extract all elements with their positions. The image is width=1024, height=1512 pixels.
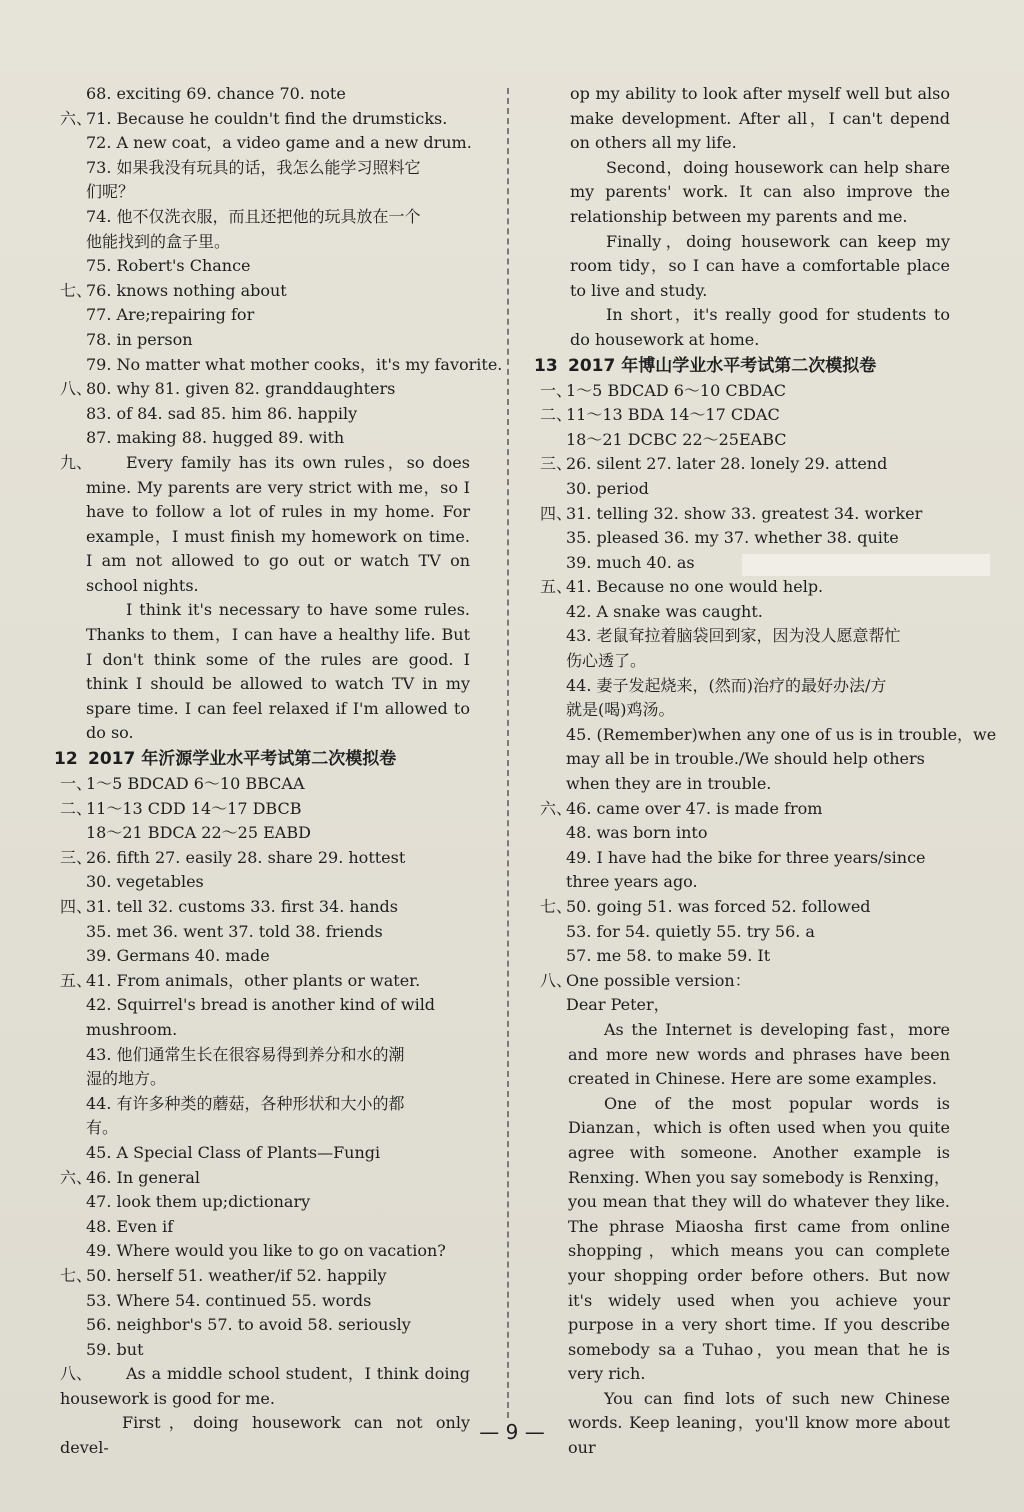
answer-line: [540, 723, 997, 748]
answer-text: 41. Because no one would help.: [566, 577, 824, 597]
answer-line: [60, 1264, 470, 1289]
answer-line: [60, 821, 470, 846]
answer-line: [60, 1043, 470, 1068]
column-divider: [507, 88, 509, 1418]
answer-text: 48. Even if: [86, 1216, 174, 1236]
answer-line: [540, 846, 950, 871]
answer-text: 87. making 88. hugged 89. with: [86, 428, 345, 448]
essay-nine-paragraph-1: Every family has its own rules，so does mine. My parents are very strict with me，so I have to follow a lot of rules in my home. For example，I must finish my homework on time. I am not allowed to go out or watch TV on school nights.: [86, 452, 470, 595]
answer-line: [60, 254, 470, 279]
essay-nine-body: [60, 451, 470, 746]
answer-line: [60, 846, 470, 871]
answer-text: 56. neighbor's 57. to avoid 58. seriously: [86, 1315, 411, 1335]
answer-text: 49. Where would you like to go on vacation?: [86, 1241, 446, 1261]
handwriting-mark: [742, 554, 990, 576]
answer-text: 45. A Special Class of Plants—Fungi: [86, 1142, 381, 1162]
answer-text: three years ago.: [566, 872, 698, 892]
answer-line: [60, 1239, 470, 1264]
answer-line: [60, 1067, 470, 1092]
answer-text: 49. I have had the bike for three years/since: [566, 847, 926, 867]
answer-text: mushroom.: [86, 1019, 178, 1039]
answer-text: 44. 有许多种类的蘑菇，各种形状和大小的都: [86, 1093, 405, 1113]
essay-eight-paragraph-1: As a middle school student，I think doing housework is good for me.: [60, 1364, 470, 1408]
answer-line: [60, 1018, 470, 1043]
answer-line: [60, 1092, 470, 1117]
answer-text: 43. 老鼠耷拉着脑袋回到家，因为没人愿意帮忙: [566, 626, 901, 646]
answer-line: [60, 1289, 470, 1314]
essay-cont-paragraph-4: In short，it's really good for students to do housework at home.: [570, 305, 950, 349]
answer-line: [60, 1166, 470, 1191]
answer-text: 57. me 58. to make 59. It: [566, 946, 771, 966]
answer-line: [60, 870, 470, 895]
answer-section-label: 六、: [540, 798, 573, 818]
answer-text: 39. much 40. as: [566, 552, 695, 572]
section-13-title: 2017 年博山学业水平考试第二次模拟卷: [568, 355, 877, 376]
answer-text: 77. Are;repairing for: [86, 305, 255, 325]
letter-paragraph-3: You can find lots of such new Chinese words. Keep leaning，you'll know more about our: [568, 1388, 950, 1458]
answer-text: 48. was born into: [566, 823, 708, 843]
answer-text: 53. Where 54. continued 55. words: [86, 1290, 372, 1310]
answer-line: [540, 526, 950, 551]
answer-section-label: 一、: [60, 774, 93, 794]
answer-line: [540, 895, 950, 920]
answer-text: 53. for 54. quietly 55. try 56. a: [566, 921, 815, 941]
essay-nine-paragraph-2: I think it's necessary to have some rules. Thanks to them，I can have a healthy life. But I don't think some of the rules are good. I think I should be allowed to watch TV in my spare time. I can feel relaxed if I'm allowed to do so.: [86, 600, 470, 743]
answer-line: [60, 969, 470, 994]
answer-section-label: 二、: [60, 798, 93, 818]
section-13-number: 13: [534, 355, 558, 376]
answer-section-label: 七、: [540, 897, 573, 916]
answer-text: 42. A snake was caught.: [566, 601, 763, 621]
answer-section-label: 六、: [60, 108, 93, 128]
answer-text: 18～21 DCBC 22～25EABC: [566, 429, 787, 449]
answer-line: [540, 821, 950, 846]
left-answers-top: [60, 82, 503, 451]
answer-text: 74. 他不仅洗衣服，而且还把他的玩具放在一个: [86, 206, 421, 226]
section-12-number: 12: [54, 749, 78, 770]
answer-text: 30. vegetables: [86, 872, 204, 892]
letter-body: [540, 1018, 950, 1461]
answer-line: [540, 772, 950, 797]
answer-section-label: 八、: [60, 379, 93, 399]
answer-text: 30. period: [566, 478, 649, 498]
answer-text: when they are in trouble.: [566, 774, 772, 794]
answer-line: [60, 303, 470, 328]
answer-line: [60, 1190, 470, 1215]
left-column: [54, 82, 503, 1461]
answer-line: [540, 379, 950, 404]
answer-text: One possible version：: [566, 970, 751, 990]
answer-line: [60, 944, 470, 969]
answer-text: 11～13 BDA 14～17 CDAC: [566, 405, 780, 425]
answer-line: [540, 600, 950, 625]
answer-line: [540, 674, 950, 699]
answer-line: [540, 944, 950, 969]
answer-text: 50. herself 51. weather/if 52. happily: [86, 1265, 387, 1285]
answer-section-label: 二、: [540, 405, 573, 425]
answer-text: 46. In general: [86, 1167, 201, 1187]
answer-section-label: 五、: [60, 970, 93, 990]
answer-text: 41. From animals，other plants or water.: [86, 970, 421, 990]
essay-eight-label: 八、: [60, 1364, 93, 1384]
answer-line: [540, 969, 950, 994]
answer-text: 80. why 81. given 82. granddaughters: [86, 379, 396, 399]
answer-line: [60, 402, 470, 427]
answer-text: 71. Because he couldn't find the drumsticks.: [86, 108, 448, 128]
answer-line: [60, 279, 470, 304]
answer-text: 11～13 CDD 14～17 DBCB: [86, 798, 302, 818]
answer-line: [60, 156, 470, 181]
section-12-title: 2017 年沂源学业水平考试第二次模拟卷: [88, 749, 397, 770]
answer-line: [60, 1338, 470, 1363]
answer-line: [540, 624, 950, 649]
answer-line: [60, 993, 470, 1018]
section-12-heading: [54, 746, 470, 772]
answer-text: 伤心透了。: [566, 651, 647, 671]
answer-line: [60, 107, 470, 132]
answer-line: [60, 1116, 470, 1141]
answer-line: [540, 428, 950, 453]
section-13-heading: [534, 353, 950, 379]
answer-section-label: 三、: [60, 847, 93, 867]
answer-line: [540, 797, 950, 822]
letter-paragraph-1: As the Internet is developing fast，more and more new words and phrases have been created in Chinese. Here are some examples.: [568, 1019, 950, 1089]
answer-text: 44. 妻子发起烧来，(然而)治疗的最好办法/方: [566, 675, 887, 695]
answer-line: [60, 426, 470, 451]
answer-line: [60, 328, 470, 353]
answer-section-label: 四、: [540, 503, 573, 523]
answer-line: [60, 772, 470, 797]
answer-text: 79. No matter what mother cooks，it's my favorite.: [86, 354, 503, 374]
answer-section-label: 七、: [60, 280, 93, 300]
answer-text: 18～21 BDCA 22～25 EABD: [86, 823, 311, 843]
answer-line: [60, 230, 470, 255]
answer-line: [540, 920, 950, 945]
answer-text: 35. met 36. went 37. told 38. friends: [86, 921, 383, 941]
answer-section-label: 四、: [60, 897, 93, 916]
answer-text: 72. A new coat，a video game and a new drum.: [86, 133, 472, 153]
answer-section-label: 七、: [60, 1265, 93, 1285]
answer-section-label: 五、: [540, 577, 573, 597]
answer-text: 26. silent 27. later 28. lonely 29. attend: [566, 454, 888, 474]
answer-text: may all be in trouble./We should help others: [566, 749, 925, 769]
answer-text: 46. came over 47. is made from: [566, 798, 823, 818]
right-column: [534, 82, 997, 1461]
answer-text: 83. of 84. sad 85. him 86. happily: [86, 403, 358, 423]
answer-line: [60, 895, 470, 920]
section-13-answers: [540, 379, 997, 1018]
answer-line: [540, 403, 950, 428]
section-12-answers: [60, 772, 470, 1362]
answer-section-label: 一、: [540, 380, 573, 400]
answer-line: [540, 649, 950, 674]
answer-text: 68. exciting 69. chance 70. note: [86, 84, 346, 103]
answer-text: 43. 他们通常生长在很容易得到养分和水的潮: [86, 1044, 405, 1064]
answer-line: [60, 180, 470, 205]
answer-line: [540, 575, 950, 600]
essay-eight: [60, 1362, 470, 1460]
answer-section-label: 八、: [540, 970, 573, 990]
answer-line: [60, 1313, 470, 1338]
answer-text: 有。: [86, 1118, 119, 1138]
answer-text: 73. 如果我没有玩具的话，我怎么能学习照料它: [86, 157, 421, 177]
answer-line: [60, 131, 470, 156]
answer-line: [60, 797, 470, 822]
answer-text: 50. going 51. was forced 52. followed: [566, 897, 871, 916]
answer-line: [540, 870, 950, 895]
letter-paragraph-2: One of the most popular words is Dianzan，which is often used when you quite agree with someone. Another example is Renxing. When you say somebody is Renxing，you mean that they will do whatever they like. The phrase Miaosha first came from online shopping，which means you can complete your shopping order before others. But now it's widely used when you achieve your purpose in a very short time. If you describe somebody sa a Tuhao，you mean that he is very rich.: [568, 1093, 950, 1384]
essay-continuation: [540, 82, 950, 353]
answer-text: 湿的地方。: [86, 1069, 167, 1089]
answer-line: [540, 477, 950, 502]
answer-text: 们呢？: [86, 182, 135, 202]
answer-text: Dear Peter，: [566, 995, 670, 1015]
answer-text: 26. fifth 27. easily 28. share 29. hottest: [86, 847, 406, 867]
answer-line: [60, 920, 470, 945]
answer-line: [540, 993, 950, 1018]
answer-line: [540, 698, 950, 723]
answer-text: 78. in person: [86, 329, 193, 349]
essay-nine-label: 九、: [60, 452, 93, 472]
answer-text: 59. but: [86, 1339, 144, 1359]
answer-text: 47. look them up;dictionary: [86, 1192, 311, 1212]
essay-nine: [60, 451, 470, 746]
answer-text: 他能找到的盒子里。: [86, 231, 231, 251]
answer-text: 31. telling 32. show 33. greatest 34. worker: [566, 503, 923, 523]
answer-text: 1～5 BDCAD 6～10 CBDAC: [566, 380, 786, 400]
page-number: — 9 —: [479, 1420, 545, 1444]
answer-section-label: 三、: [540, 454, 573, 474]
answer-line: [60, 353, 503, 378]
essay-cont-paragraph-3: Finally，doing housework can keep my room tidy，so I can have a comfortable place to live and study.: [570, 231, 950, 300]
answer-line: [540, 452, 950, 477]
answer-line: [540, 747, 950, 772]
answer-text: 76. knows nothing about: [86, 280, 287, 300]
answer-text: 75. Robert's Chance: [86, 256, 251, 276]
answer-line: [60, 377, 470, 402]
answer-text: 45. (Remember)when any one of us is in trouble，we: [566, 724, 997, 744]
answer-line: [60, 205, 470, 230]
answer-text: 31. tell 32. customs 33. first 34. hands: [86, 897, 398, 916]
essay-eight-body: [60, 1362, 470, 1460]
answer-text: 35. pleased 36. my 37. whether 38. quite: [566, 528, 899, 548]
answer-text: 1～5 BDCAD 6～10 BBCAA: [86, 774, 305, 794]
answer-section-label: 六、: [60, 1167, 93, 1187]
answer-text: 就是(喝)鸡汤。: [566, 700, 675, 720]
essay-cont-paragraph-2: Second，doing housework can help share my parents' work. It can also improve the relationship between my parents and me.: [570, 157, 950, 226]
answer-text: 39. Germans 40. made: [86, 946, 270, 966]
answer-line: [60, 1215, 470, 1240]
essay-eight-paragraph-2: First，doing housework can not only devel-: [60, 1413, 470, 1458]
answer-line: [60, 82, 470, 107]
essay-cont-paragraph-1: op my ability to look after myself well but also make development. After all，I can't depend on others all my life.: [570, 84, 950, 153]
answer-line: [540, 502, 950, 527]
answer-line: [60, 1141, 470, 1166]
answer-text: 42. Squirrel's bread is another kind of wild: [86, 995, 436, 1015]
